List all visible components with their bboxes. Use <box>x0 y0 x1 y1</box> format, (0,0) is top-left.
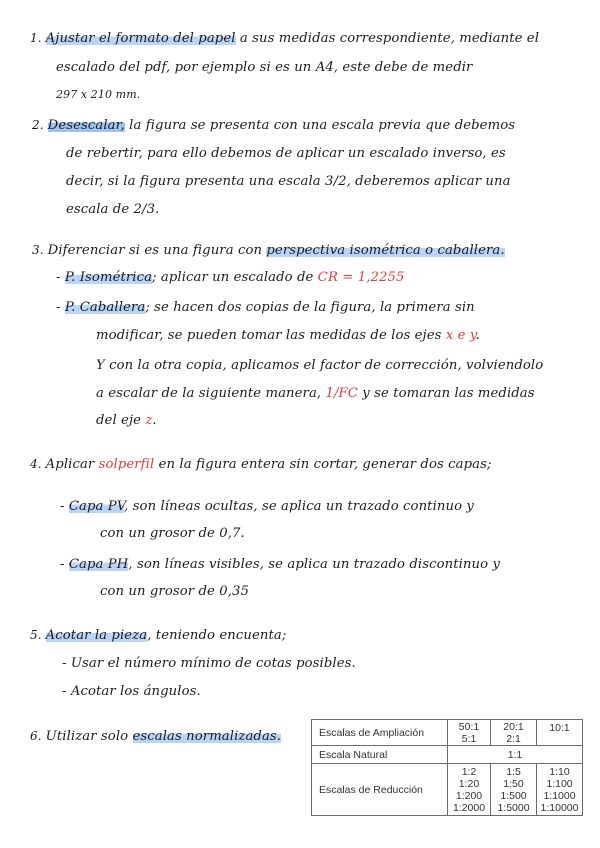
scale-value: 1:2000 <box>452 801 486 814</box>
item-5-highlight: Acotar la pieza <box>45 628 148 643</box>
scale-value: 1:1000 <box>543 789 576 802</box>
ampliacion-col-2 <box>491 720 537 746</box>
axes-text: modificar, se pueden tomar las medidas de los ejes <box>96 328 446 343</box>
scale-value: 1:100 <box>546 777 573 790</box>
isometric-text: ; aplicar un escalado de <box>152 270 318 285</box>
scale-value: 1:20 <box>458 777 480 790</box>
scale-text: a escalar de la siguiente manera, <box>96 386 326 401</box>
scale-value: 20:1 <box>503 720 524 733</box>
reduccion-col-3 <box>537 764 583 816</box>
item-1-line-3: 297 x 210 mm. <box>56 88 141 101</box>
item-3-bullet-2-line-2 <box>96 326 480 346</box>
bullet-dash: - <box>60 499 69 514</box>
axis-text: del eje <box>96 413 146 428</box>
bullet-dash: - <box>56 270 65 285</box>
item-3-bullet-2-line-4 <box>96 384 535 404</box>
item-4-bullet-1-line-2: con un grosor de 0,7. <box>100 526 245 541</box>
item-4-text-a: Aplicar <box>45 457 99 472</box>
item-2-line-3-a: decir, si la figura presenta una escala <box>66 174 326 189</box>
caballera-text: ; se hacen dos copias de la figura, la primera sin <box>145 300 475 315</box>
item-5-line-1 <box>30 625 286 646</box>
item-1-line-1 <box>30 28 539 49</box>
item-6-text: Utilizar solo <box>45 729 133 744</box>
z-axis: z <box>145 413 153 428</box>
item-5-bullet-1: - Usar el número mínimo de cotas posibles. <box>62 656 356 671</box>
capa-pv-highlight: Capa PV <box>68 499 125 514</box>
item-4-bullet-2-line-2: con un grosor de 0,35 <box>100 584 249 599</box>
item-3-bullet-1 <box>56 268 404 288</box>
item-4-bullet-2 <box>60 555 500 575</box>
item-2-line-1 <box>32 115 515 136</box>
scale-value: 2:1 <box>506 732 521 745</box>
period: . <box>152 413 157 428</box>
item-3-highlight: perspectiva isométrica o caballera. <box>266 243 505 258</box>
item-3-bullet-2 <box>56 298 475 318</box>
bullet-dash: - <box>56 300 65 315</box>
item-2-text: la figura se presenta con una escala previa que debemos <box>124 118 516 133</box>
natural-value: 1:1 <box>448 746 583 764</box>
reduccion-col-1 <box>448 764 491 816</box>
scale-value: 1:5 <box>506 765 521 778</box>
item-1-highlight: Ajustar el formato del papel <box>45 31 236 46</box>
scale-value: 1:500 <box>500 789 527 802</box>
item-2-line-3-b: , deberemos aplicar una <box>346 174 511 189</box>
item-4-bullet-1 <box>60 497 474 517</box>
item-1-text: a sus medidas correspondiente, mediante el <box>235 31 540 46</box>
item-6-line-1 <box>30 726 281 747</box>
item-4-number: 4. <box>30 457 42 471</box>
scale-value: 5:1 <box>461 732 477 745</box>
capa-ph-highlight: Capa PH <box>68 557 129 572</box>
reduccion-col-2 <box>491 764 537 816</box>
solperfil-keyword: solperfil <box>98 457 155 472</box>
scale-value: 1:10000 <box>540 801 579 814</box>
scale-value: 10:1 <box>549 722 570 734</box>
row-ampliacion <box>312 720 583 746</box>
scale-value: 1:50 <box>503 777 524 790</box>
item-5-text: , teniendo encuenta; <box>147 628 287 643</box>
item-3-bullet-2-line-3: Y con la otra copia, aplicamos el factor de corrección, volviendolo <box>96 358 544 373</box>
scale-value: 1:2 <box>461 765 477 778</box>
scale-value: 1:10 <box>549 765 570 778</box>
item-2-number: 2. <box>32 118 44 132</box>
item-6-highlight: escalas normalizadas. <box>132 729 282 744</box>
ampliacion-col-1 <box>448 720 491 746</box>
natural-label: Escala Natural <box>312 746 448 764</box>
isometric-highlight: P. Isométrica <box>64 270 153 285</box>
item-3-number: 3. <box>32 243 44 257</box>
cr-value: CR = 1,2255 <box>317 270 405 285</box>
row-natural <box>312 746 583 764</box>
ampliacion-label: Escalas de Ampliación <box>312 720 448 746</box>
fc-value: 1/FC <box>325 386 358 401</box>
item-2-line-4: escala de 2/3. <box>66 202 160 217</box>
item-2-line-3 <box>66 172 511 192</box>
xy-axes: x e y <box>445 328 476 343</box>
item-2-highlight: Desescalar, <box>47 118 125 133</box>
scale-value: 1:200 <box>455 789 483 802</box>
scale-value: 1:5000 <box>497 801 530 814</box>
item-1-number: 1. <box>30 31 42 45</box>
row-reduccion <box>312 764 583 816</box>
item-2-fraction: 3/2 <box>325 174 347 189</box>
caballera-highlight: P. Caballera <box>64 300 146 315</box>
item-1-line-2: escalado del pdf, por ejemplo si es un A4, este debe de medir <box>56 60 473 75</box>
item-3-line-1 <box>32 240 505 261</box>
scale-table <box>311 719 583 816</box>
bullet-dash: - <box>60 557 69 572</box>
item-3-bullet-2-line-5 <box>96 411 157 431</box>
scale-value: 50:1 <box>458 720 480 733</box>
item-3-text: Diferenciar si es una figura con <box>47 243 267 258</box>
item-4-line-1 <box>30 454 492 475</box>
item-5-bullet-2: - Acotar los ángulos. <box>62 684 201 699</box>
reduccion-label: Escalas de Reducción <box>312 764 448 816</box>
measure-text: y se tomaran las medidas <box>358 386 535 401</box>
ampliacion-col-3 <box>537 720 583 746</box>
item-4-text-b: en la figura entera sin cortar, generar dos capas; <box>154 457 492 472</box>
item-6-number: 6. <box>30 729 42 743</box>
item-2-line-2: de rebertir, para ello debemos de aplicar un escalado inverso, es <box>66 146 506 161</box>
capa-pv-text: , son líneas ocultas, se aplica un trazado continuo y <box>124 499 474 514</box>
period: . <box>475 328 480 343</box>
capa-ph-text: , son líneas visibles, se aplica un trazado discontinuo y <box>128 557 500 572</box>
item-5-number: 5. <box>30 628 42 642</box>
